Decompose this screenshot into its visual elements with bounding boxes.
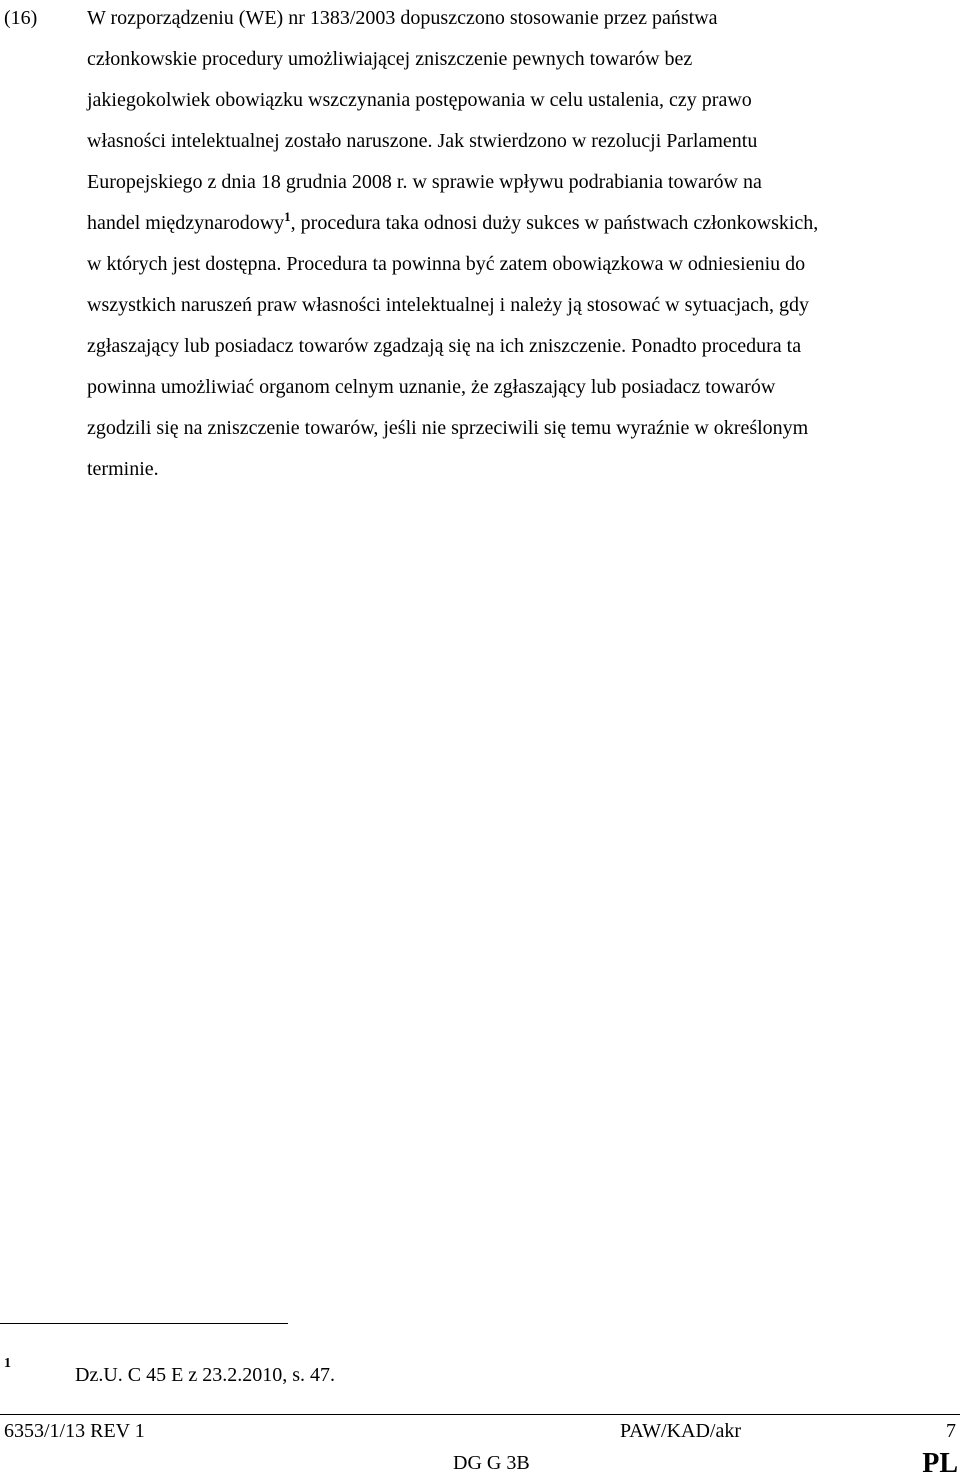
footer-document-reference: 6353/1/13 REV 1 xyxy=(4,1420,145,1442)
paragraph-line: zgłaszający lub posiadacz towarów zgadzają się na ich zniszczenie. Ponadto procedura ta xyxy=(87,335,802,357)
footnote-text: Dz.U. C 45 E z 23.2.2010, s. 47. xyxy=(75,1364,335,1386)
paragraph-line-with-footnote xyxy=(87,211,818,237)
paragraph-line: W rozporządzeniu (WE) nr 1383/2003 dopuszczono stosowanie przez państwa xyxy=(87,7,718,29)
paragraph-line: terminie. xyxy=(87,458,159,480)
footer-directorate: DG G 3B xyxy=(453,1452,530,1474)
footer-language-code: PL xyxy=(922,1448,958,1479)
footnote-reference: 1 xyxy=(284,209,291,224)
paragraph-line: członkowskie procedury umożliwiającej zniszczenie pewnych towarów bez xyxy=(87,48,693,70)
paragraph-line: Europejskiego z dnia 18 grudnia 2008 r. w sprawie wpływu podrabiania towarów na xyxy=(87,171,762,193)
footer-divider xyxy=(0,1414,960,1415)
paragraph-line: wszystkich naruszeń praw własności intelektualnej i należy ją stosować w sytuacjach, gdy xyxy=(87,294,810,316)
footer-initials: PAW/KAD/akr xyxy=(620,1420,741,1442)
paragraph-line: jakiegokolwiek obowiązku wszczynania postępowania w celu ustalenia, czy prawo xyxy=(87,89,752,111)
paragraph-line: powinna umożliwiać organom celnym uznanie, że zgłaszający lub posiadacz towarów xyxy=(87,376,776,398)
footnote-marker: 1 xyxy=(4,1356,11,1371)
footer-page-number: 7 xyxy=(946,1420,956,1442)
paragraph-line-start: handel międzynarodowy xyxy=(87,212,285,234)
paragraph-line: własności intelektualnej zostało naruszone. Jak stwierdzono w rezolucji Parlamentu xyxy=(87,130,758,152)
paragraph-line: w których jest dostępna. Procedura ta powinna być zatem obowiązkowa w odniesieniu do xyxy=(87,253,806,275)
footnote-separator xyxy=(0,1323,288,1324)
paragraph-line-end: , procedura taka odnosi duży sukces w państwach członkowskich, xyxy=(290,212,819,234)
paragraph-number: (16) xyxy=(4,7,38,29)
paragraph-line: zgodzili się na zniszczenie towarów, jeśli nie sprzeciwili się temu wyraźnie w określonym xyxy=(87,417,809,439)
